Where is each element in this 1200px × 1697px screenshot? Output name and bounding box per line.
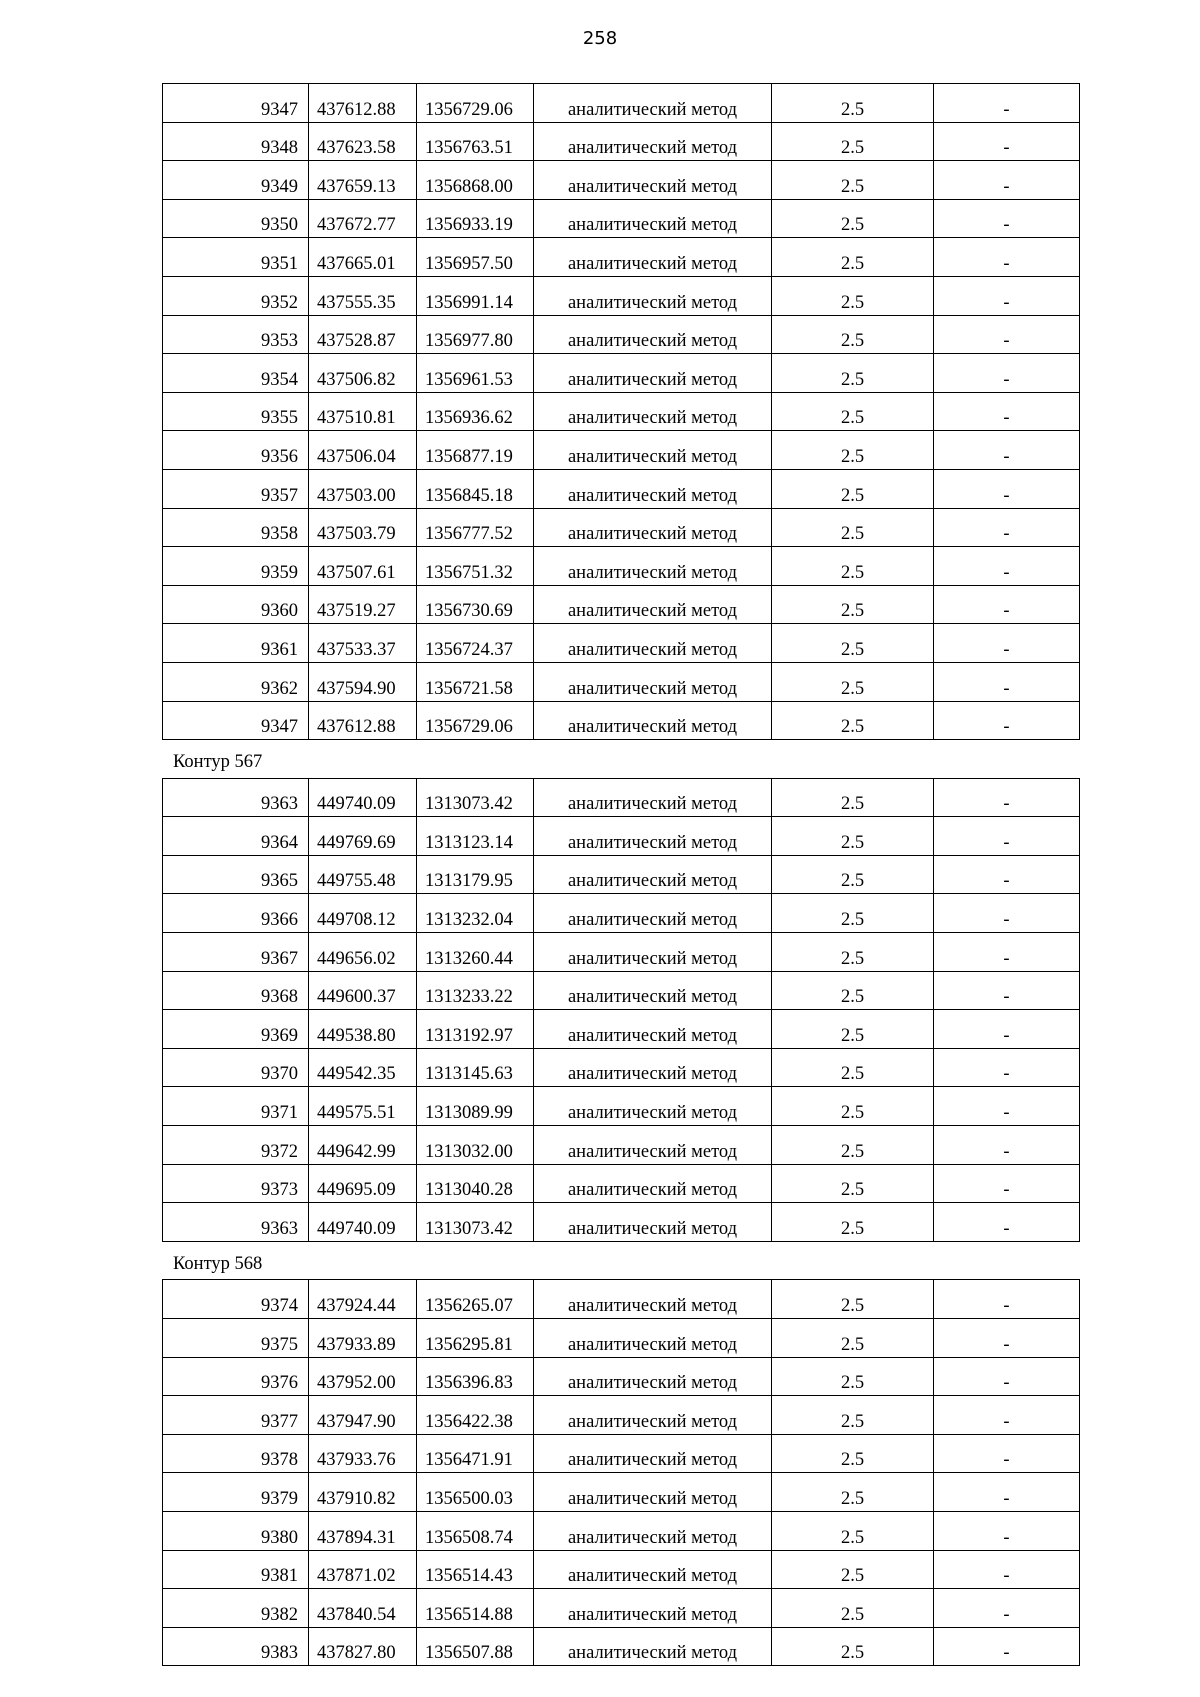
accuracy-cell: 2.5 [772,1164,934,1203]
accuracy-cell: 2.5 [772,817,934,856]
coordinate-y-cell: 1356845.18 [417,469,534,508]
accuracy-cell: 2.5 [772,778,934,817]
document-content [162,83,1079,1666]
coordinate-x-cell: 437871.02 [309,1550,417,1589]
note-cell: - [934,431,1080,470]
method-cell: аналитический метод [534,276,772,315]
accuracy-cell: 2.5 [772,1280,934,1319]
coordinate-y-cell: 1313260.44 [417,933,534,972]
accuracy-cell: 2.5 [772,469,934,508]
contour-title: Контур 568 [173,1253,263,1274]
coordinate-x-cell: 449600.37 [309,971,417,1010]
point-number-cell: 9356 [163,431,309,470]
table-row [163,392,1080,431]
table-row [163,1203,1080,1242]
method-cell: аналитический метод [534,122,772,161]
table-row [163,1473,1080,1512]
coordinate-y-cell: 1313089.99 [417,1087,534,1126]
coordinate-x-cell: 449708.12 [309,894,417,933]
method-cell: аналитический метод [534,508,772,547]
accuracy-cell: 2.5 [772,894,934,933]
method-cell: аналитический метод [534,1627,772,1666]
note-cell: - [934,199,1080,238]
note-cell: - [934,817,1080,856]
table-row [163,817,1080,856]
point-number-cell: 9382 [163,1589,309,1628]
table-row [163,547,1080,586]
coordinate-y-cell: 1356751.32 [417,547,534,586]
note-cell: - [934,276,1080,315]
accuracy-cell: 2.5 [772,1589,934,1628]
table-row [163,1280,1080,1319]
coordinate-x-cell: 449695.09 [309,1164,417,1203]
accuracy-cell: 2.5 [772,122,934,161]
table-row [163,469,1080,508]
method-cell: аналитический метод [534,1550,772,1589]
method-cell: аналитический метод [534,778,772,817]
table-row [163,1126,1080,1165]
accuracy-cell: 2.5 [772,1010,934,1049]
coordinate-y-cell: 1313073.42 [417,778,534,817]
accuracy-cell: 2.5 [772,1203,934,1242]
note-cell: - [934,508,1080,547]
coordinate-y-cell: 1356763.51 [417,122,534,161]
accuracy-cell: 2.5 [772,1396,934,1435]
table-row [163,933,1080,972]
point-number-cell: 9350 [163,199,309,238]
coordinate-y-cell: 1356514.43 [417,1550,534,1589]
method-cell: аналитический метод [534,1010,772,1049]
coordinate-y-cell: 1313032.00 [417,1126,534,1165]
table-row [163,1550,1080,1589]
method-cell: аналитический метод [534,1473,772,1512]
coordinate-x-cell: 449740.09 [309,1203,417,1242]
coordinate-y-cell: 1356991.14 [417,276,534,315]
coordinate-x-cell: 437510.81 [309,392,417,431]
note-cell: - [934,624,1080,663]
table-row [163,701,1080,740]
table-row [163,1396,1080,1435]
coordinate-x-cell: 437672.77 [309,199,417,238]
point-number-cell: 9369 [163,1010,309,1049]
point-number-cell: 9371 [163,1087,309,1126]
accuracy-cell: 2.5 [772,1434,934,1473]
point-number-cell: 9358 [163,508,309,547]
coordinate-x-cell: 437503.00 [309,469,417,508]
note-cell: - [934,547,1080,586]
coordinate-y-cell: 1313145.63 [417,1048,534,1087]
coordinate-x-cell: 437506.82 [309,354,417,393]
note-cell: - [934,1357,1080,1396]
coordinate-y-cell: 1356936.62 [417,392,534,431]
coordinate-y-cell: 1356868.00 [417,161,534,200]
accuracy-cell: 2.5 [772,933,934,972]
point-number-cell: 9376 [163,1357,309,1396]
coordinate-x-cell: 449740.09 [309,778,417,817]
table-row [163,1434,1080,1473]
note-cell: - [934,1550,1080,1589]
note-cell: - [934,855,1080,894]
method-cell: аналитический метод [534,585,772,624]
point-number-cell: 9363 [163,778,309,817]
point-number-cell: 9377 [163,1396,309,1435]
coordinate-x-cell: 449575.51 [309,1087,417,1126]
point-number-cell: 9354 [163,354,309,393]
point-number-cell: 9349 [163,161,309,200]
note-cell: - [934,1589,1080,1628]
point-number-cell: 9383 [163,1627,309,1666]
coordinate-y-cell: 1356933.19 [417,199,534,238]
note-cell: - [934,894,1080,933]
method-cell: аналитический метод [534,701,772,740]
accuracy-cell: 2.5 [772,1357,934,1396]
method-cell: аналитический метод [534,1319,772,1358]
point-number-cell: 9347 [163,701,309,740]
coordinate-x-cell: 449769.69 [309,817,417,856]
point-number-cell: 9367 [163,933,309,972]
accuracy-cell: 2.5 [772,238,934,277]
point-number-cell: 9366 [163,894,309,933]
table-row [163,199,1080,238]
accuracy-cell: 2.5 [772,199,934,238]
point-number-cell: 9361 [163,624,309,663]
point-number-cell: 9347 [163,84,309,123]
method-cell: аналитический метод [534,547,772,586]
note-cell: - [934,122,1080,161]
note-cell: - [934,778,1080,817]
coordinate-y-cell: 1356514.88 [417,1589,534,1628]
note-cell: - [934,1319,1080,1358]
point-number-cell: 9368 [163,971,309,1010]
note-cell: - [934,1126,1080,1165]
note-cell: - [934,933,1080,972]
accuracy-cell: 2.5 [772,315,934,354]
method-cell: аналитический метод [534,855,772,894]
method-cell: аналитический метод [534,1589,772,1628]
method-cell: аналитический метод [534,662,772,701]
note-cell: - [934,1434,1080,1473]
coordinate-y-cell: 1313192.97 [417,1010,534,1049]
accuracy-cell: 2.5 [772,585,934,624]
method-cell: аналитический метод [534,1048,772,1087]
accuracy-cell: 2.5 [772,971,934,1010]
note-cell: - [934,1164,1080,1203]
accuracy-cell: 2.5 [772,392,934,431]
note-cell: - [934,1511,1080,1550]
coordinate-x-cell: 437623.58 [309,122,417,161]
accuracy-cell: 2.5 [772,1319,934,1358]
method-cell: аналитический метод [534,1434,772,1473]
coordinate-y-cell: 1313179.95 [417,855,534,894]
method-cell: аналитический метод [534,161,772,200]
table-row [163,1589,1080,1628]
point-number-cell: 9379 [163,1473,309,1512]
table-row [163,585,1080,624]
note-cell: - [934,971,1080,1010]
coordinate-x-cell: 437827.80 [309,1627,417,1666]
method-cell: аналитический метод [534,354,772,393]
accuracy-cell: 2.5 [772,276,934,315]
method-cell: аналитический метод [534,971,772,1010]
coordinate-x-cell: 437506.04 [309,431,417,470]
point-number-cell: 9380 [163,1511,309,1550]
table-row [163,624,1080,663]
coordinate-x-cell: 437952.00 [309,1357,417,1396]
point-number-cell: 9374 [163,1280,309,1319]
coordinate-x-cell: 437840.54 [309,1589,417,1628]
accuracy-cell: 2.5 [772,354,934,393]
coordinate-x-cell: 449642.99 [309,1126,417,1165]
method-cell: аналитический метод [534,1164,772,1203]
note-cell: - [934,1087,1080,1126]
coordinate-x-cell: 437933.76 [309,1434,417,1473]
coordinate-y-cell: 1313232.04 [417,894,534,933]
coordinate-x-cell: 437910.82 [309,1473,417,1512]
coordinate-x-cell: 437665.01 [309,238,417,277]
accuracy-cell: 2.5 [772,1087,934,1126]
coordinate-y-cell: 1313073.42 [417,1203,534,1242]
table-row [163,662,1080,701]
method-cell: аналитический метод [534,1511,772,1550]
coordinate-x-cell: 449755.48 [309,855,417,894]
coordinate-y-cell: 1356730.69 [417,585,534,624]
note-cell: - [934,585,1080,624]
point-number-cell: 9352 [163,276,309,315]
coordinate-x-cell: 437503.79 [309,508,417,547]
note-cell: - [934,1627,1080,1666]
table-row [163,84,1080,123]
coordinate-y-cell: 1356295.81 [417,1319,534,1358]
table-row [163,1010,1080,1049]
table-row [163,315,1080,354]
point-number-cell: 9364 [163,817,309,856]
table-row [163,122,1080,161]
note-cell: - [934,315,1080,354]
table-row [163,778,1080,817]
accuracy-cell: 2.5 [772,1627,934,1666]
coordinate-x-cell: 437555.35 [309,276,417,315]
table-row [163,971,1080,1010]
note-cell: - [934,662,1080,701]
table-row [163,1357,1080,1396]
point-number-cell: 9378 [163,1434,309,1473]
method-cell: аналитический метод [534,1280,772,1319]
coordinate-y-cell: 1356471.91 [417,1434,534,1473]
point-number-cell: 9375 [163,1319,309,1358]
point-number-cell: 9373 [163,1164,309,1203]
coordinate-x-cell: 449538.80 [309,1010,417,1049]
coordinate-y-cell: 1313040.28 [417,1164,534,1203]
coordinate-x-cell: 437894.31 [309,1511,417,1550]
table-row [163,238,1080,277]
method-cell: аналитический метод [534,933,772,972]
coordinate-y-cell: 1356422.38 [417,1396,534,1435]
method-cell: аналитический метод [534,894,772,933]
note-cell: - [934,1473,1080,1512]
coordinate-y-cell: 1356977.80 [417,315,534,354]
table-row [163,161,1080,200]
coordinate-x-cell: 437947.90 [309,1396,417,1435]
coordinate-y-cell: 1356508.74 [417,1511,534,1550]
table-row [163,1048,1080,1087]
method-cell: аналитический метод [534,84,772,123]
point-number-cell: 9381 [163,1550,309,1589]
note-cell: - [934,84,1080,123]
coordinate-x-cell: 437519.27 [309,585,417,624]
coordinate-x-cell: 437933.89 [309,1319,417,1358]
accuracy-cell: 2.5 [772,1048,934,1087]
accuracy-cell: 2.5 [772,84,934,123]
coordinate-x-cell: 437533.37 [309,624,417,663]
method-cell: аналитический метод [534,1087,772,1126]
accuracy-cell: 2.5 [772,662,934,701]
point-number-cell: 9355 [163,392,309,431]
method-cell: аналитический метод [534,392,772,431]
method-cell: аналитический метод [534,1357,772,1396]
point-number-cell: 9348 [163,122,309,161]
point-number-cell: 9362 [163,662,309,701]
table-row [163,508,1080,547]
coordinate-y-cell: 1356500.03 [417,1473,534,1512]
coordinate-y-cell: 1356265.07 [417,1280,534,1319]
table-row [163,1627,1080,1666]
method-cell: аналитический метод [534,315,772,354]
table-row [163,431,1080,470]
accuracy-cell: 2.5 [772,855,934,894]
accuracy-cell: 2.5 [772,624,934,663]
point-number-cell: 9370 [163,1048,309,1087]
point-number-cell: 9353 [163,315,309,354]
coordinate-x-cell: 437528.87 [309,315,417,354]
contour-title: Контур 567 [173,752,263,773]
method-cell: аналитический метод [534,469,772,508]
point-number-cell: 9363 [163,1203,309,1242]
table-row [163,1164,1080,1203]
note-cell: - [934,1396,1080,1435]
point-number-cell: 9359 [163,547,309,586]
coordinate-y-cell: 1356396.83 [417,1357,534,1396]
coordinate-y-cell: 1356507.88 [417,1627,534,1666]
note-cell: - [934,1203,1080,1242]
coordinate-y-cell: 1356957.50 [417,238,534,277]
coordinate-x-cell: 449542.35 [309,1048,417,1087]
point-number-cell: 9357 [163,469,309,508]
method-cell: аналитический метод [534,624,772,663]
note-cell: - [934,1048,1080,1087]
coordinate-x-cell: 437594.90 [309,662,417,701]
coordinate-x-cell: 437659.13 [309,161,417,200]
note-cell: - [934,1280,1080,1319]
table-row [163,276,1080,315]
accuracy-cell: 2.5 [772,1511,934,1550]
coordinate-y-cell: 1313233.22 [417,971,534,1010]
table-row [163,1319,1080,1358]
coordinate-y-cell: 1356724.37 [417,624,534,663]
coordinates-table [162,83,1080,740]
method-cell: аналитический метод [534,817,772,856]
method-cell: аналитический метод [534,238,772,277]
method-cell: аналитический метод [534,1203,772,1242]
coordinate-y-cell: 1356729.06 [417,84,534,123]
coordinate-y-cell: 1356721.58 [417,662,534,701]
coordinate-y-cell: 1356777.52 [417,508,534,547]
note-cell: - [934,1010,1080,1049]
accuracy-cell: 2.5 [772,547,934,586]
accuracy-cell: 2.5 [772,508,934,547]
table-row [163,1087,1080,1126]
note-cell: - [934,354,1080,393]
point-number-cell: 9360 [163,585,309,624]
accuracy-cell: 2.5 [772,1550,934,1589]
note-cell: - [934,161,1080,200]
table-row [163,1511,1080,1550]
coordinates-table [162,1279,1080,1666]
coordinates-table [162,778,1080,1242]
accuracy-cell: 2.5 [772,431,934,470]
table-row [163,354,1080,393]
coordinate-x-cell: 437924.44 [309,1280,417,1319]
coordinate-y-cell: 1356729.06 [417,701,534,740]
coordinate-y-cell: 1356877.19 [417,431,534,470]
method-cell: аналитический метод [534,431,772,470]
note-cell: - [934,701,1080,740]
coordinate-x-cell: 437612.88 [309,84,417,123]
coordinate-y-cell: 1356961.53 [417,354,534,393]
coordinate-x-cell: 437612.88 [309,701,417,740]
point-number-cell: 9372 [163,1126,309,1165]
page-number: 258 [582,28,618,49]
note-cell: - [934,238,1080,277]
point-number-cell: 9351 [163,238,309,277]
coordinate-x-cell: 437507.61 [309,547,417,586]
method-cell: аналитический метод [534,1126,772,1165]
note-cell: - [934,392,1080,431]
point-number-cell: 9365 [163,855,309,894]
method-cell: аналитический метод [534,199,772,238]
method-cell: аналитический метод [534,1396,772,1435]
note-cell: - [934,469,1080,508]
coordinate-y-cell: 1313123.14 [417,817,534,856]
accuracy-cell: 2.5 [772,1473,934,1512]
table-row [163,855,1080,894]
accuracy-cell: 2.5 [772,701,934,740]
table-row [163,894,1080,933]
coordinate-x-cell: 449656.02 [309,933,417,972]
accuracy-cell: 2.5 [772,1126,934,1165]
accuracy-cell: 2.5 [772,161,934,200]
